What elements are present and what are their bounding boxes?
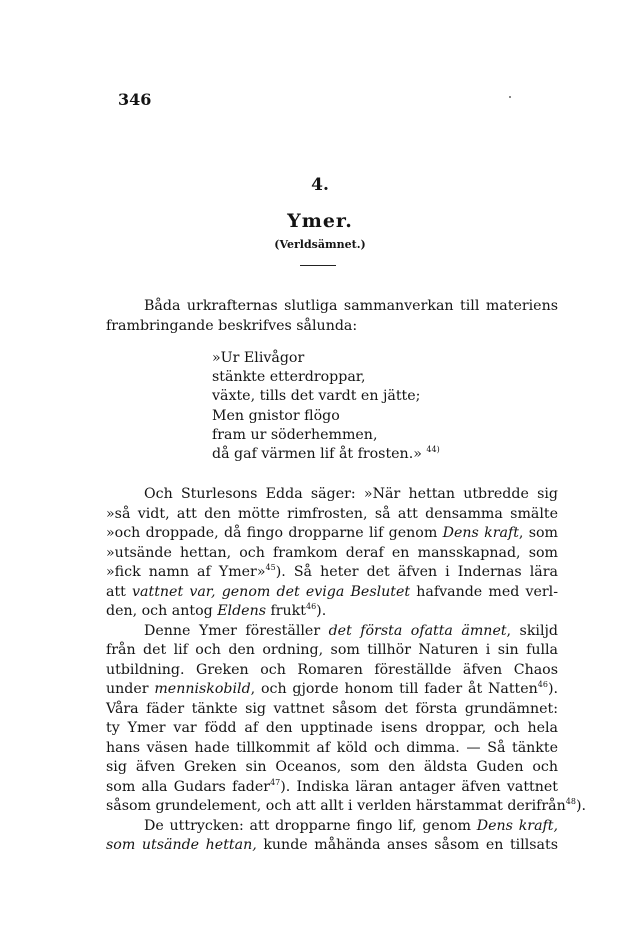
text-run: ).	[316, 603, 327, 619]
text-line: hans väsen hade tillkommit af köld och dimma. — Så tänkte	[106, 739, 558, 756]
footnote-ref: 46	[537, 680, 548, 689]
text-line	[106, 817, 558, 837]
text-run: Denne Ymer föreställer	[144, 622, 329, 639]
title-divider	[300, 265, 336, 266]
text-run: som alla Gudars fader	[106, 778, 271, 795]
footnote-ref: 44)	[426, 444, 440, 454]
text-run: »fick namn af Ymer»	[106, 564, 266, 580]
text-run: »och droppade, då fingo dropparne lif genom	[106, 525, 443, 541]
footnote-ref: 47	[270, 777, 281, 787]
text-run: ). Indiska läran antager äfven vattnet	[280, 778, 558, 795]
text-run: såsom grundelement, och att allt i verlden härstammat derifrån	[106, 798, 566, 814]
text-run: ).	[547, 681, 558, 697]
text-line	[106, 622, 558, 642]
text-run: , skiljd	[506, 622, 558, 639]
text-line	[106, 680, 558, 700]
poem-line: Men gnistor flögo	[212, 407, 340, 424]
poem-line	[212, 445, 440, 464]
text-line	[106, 563, 558, 583]
text-run: De uttrycken: att dropparne fingo lif, genom	[144, 817, 477, 834]
text-run: ).	[575, 798, 586, 814]
text-line	[106, 836, 558, 856]
text-line: frambringande beskrifves sålunda:	[106, 317, 358, 334]
text-run: den, och antog	[106, 603, 218, 619]
text-line: Våra fäder tänkte sig vattnet såsom det första grundämnet:	[106, 700, 558, 717]
text-line: ty Ymer var född af den upptinade isens droppar, och hela	[106, 720, 558, 736]
text-line	[106, 778, 558, 798]
page-number: 346	[118, 90, 152, 109]
text-run: under	[106, 681, 155, 697]
body-paragraphs	[106, 485, 586, 856]
italic-run: som utsände hettan,	[106, 837, 257, 853]
text-line	[106, 524, 558, 544]
section-subtitle: (Verldsämnet.)	[274, 238, 366, 251]
poem-last-text: då gaf värmen lif åt frosten.»	[212, 445, 422, 462]
text-line: sig äfven Greken sin Oceanos, som den äldsta Guden och	[106, 759, 558, 775]
footnote-ref: 45	[265, 563, 276, 572]
footnote-ref: 48	[565, 797, 576, 806]
text-run: att	[106, 583, 133, 600]
footnote-ref: 46	[305, 602, 317, 611]
italic-run: Dens kraft,	[476, 817, 558, 834]
text-line: Och Sturlesons Edda säger: »När hettan utbredde sig	[144, 486, 558, 502]
text-line	[106, 797, 586, 817]
text-line: från det lif och den ordning, som tillhör Naturen i sin fulla	[106, 642, 558, 658]
text-line	[106, 602, 558, 622]
text-run: , som	[518, 525, 558, 541]
text-run: , och gjorde honom till fader åt Natten	[250, 681, 538, 697]
text-line: »utsände hettan, och framkom deraf en mansskapnad, som	[106, 544, 558, 561]
section-number: 4.	[311, 175, 329, 195]
poem-line: stänkte etterdroppar,	[212, 369, 366, 386]
poem-line: »Ur Elivågor	[212, 350, 305, 366]
italic-run: det första ofatta ämnet	[328, 622, 507, 639]
text-line	[106, 583, 558, 603]
poem-line: fram ur söderhemmen,	[212, 426, 378, 443]
text-run: ). Så heter det äfven i Indernas lära	[275, 564, 559, 580]
italic-run: Eldens	[217, 603, 266, 619]
text-run: hafvande med verl-	[410, 583, 559, 600]
text-line: utbildning. Greken och Romaren föreställde äfven Chaos	[106, 661, 558, 678]
italic-run: Dens kraft	[442, 525, 519, 541]
text-run: frukt	[266, 603, 306, 619]
text-run: kunde måhända anses såsom en tillsats	[256, 837, 559, 853]
section-title: Ymer.	[287, 210, 353, 232]
poem-line: växte, tills det vardt en jätte;	[212, 388, 421, 405]
text-line: »så vidt, att den mötte rimfrosten, så att densamma smälte	[106, 505, 558, 522]
poem-quote	[212, 349, 440, 464]
speck-mark	[509, 96, 511, 98]
text-line: Båda urkrafternas slutliga sammanverkan till materiens	[144, 298, 558, 314]
italic-run: vattnet var, genom det eviga Beslutet	[132, 583, 411, 600]
italic-run: menniskobild	[154, 681, 251, 697]
intro-paragraph	[106, 297, 558, 336]
